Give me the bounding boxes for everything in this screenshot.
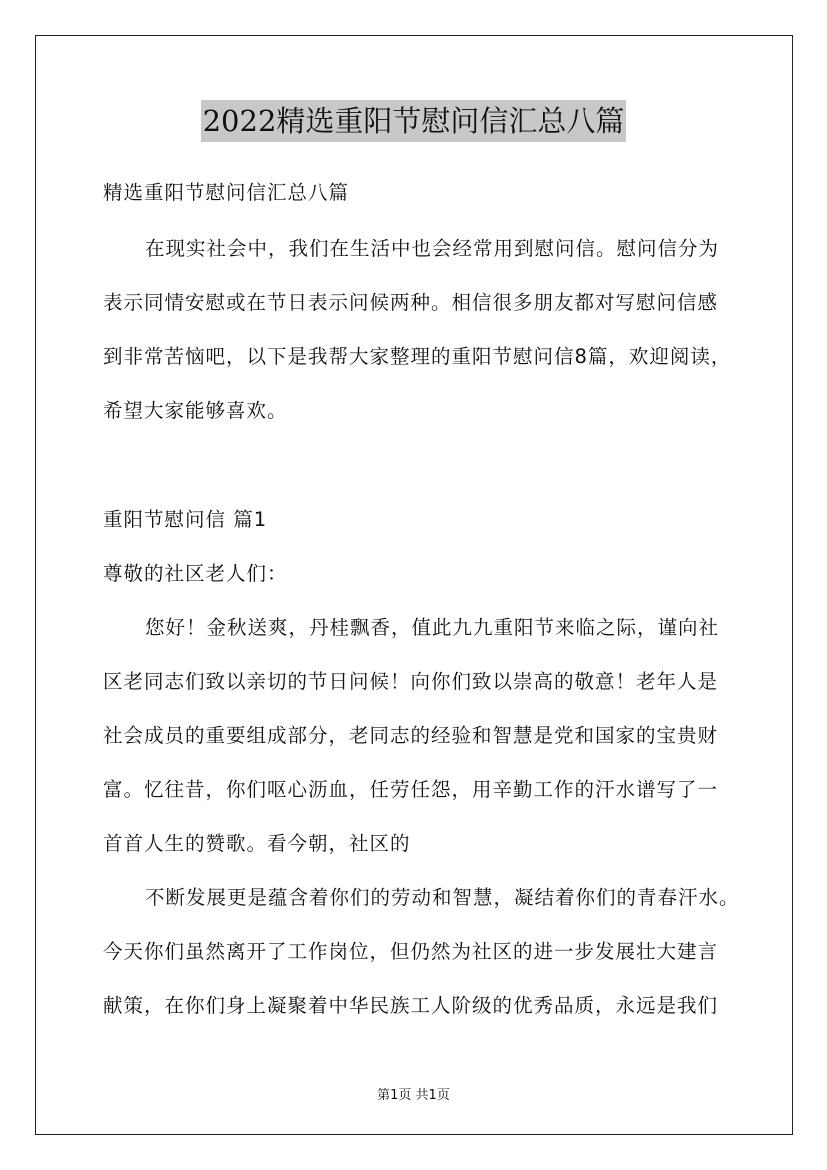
intro-line-3: 到非常苦恼吧，以下是我帮大家整理的重阳节慰问信8篇，欢迎阅读， <box>103 345 732 368</box>
subtitle: 精选重阳节慰问信汇总八篇 <box>103 181 350 204</box>
salutation: 尊敬的社区老人们： <box>103 562 288 585</box>
intro-line-4: 希望大家能够喜欢。 <box>103 399 288 422</box>
para1-line-2: 区老同志们致以亲切的节日问候！向你们致以崇高的敬意！老年人是 <box>103 670 719 693</box>
section-heading: 重阳节慰问信 篇1 <box>103 508 268 531</box>
para1-line-1: 您好！金秋送爽，丹桂飘香，值此九九重阳节来临之际，谨向社 <box>145 616 720 639</box>
para2-line-3: 献策，在你们身上凝聚着中华民族工人阶级的优秀品质，永远是我们 <box>103 994 719 1017</box>
intro-line-1: 在现实社会中，我们在生活中也会经常用到慰问信。慰问信分为 <box>145 237 720 260</box>
intro-line-2: 表示同情安慰或在节日表示问候两种。相信很多朋友都对写慰问信感 <box>103 291 719 314</box>
page-footer: 第1页 共1页 <box>377 1088 450 1103</box>
para2-line-2: 今天你们虽然离开了工作岗位，但仍然为社区的进一步发展壮大建言 <box>103 940 719 963</box>
para2-line-1: 不断发展更是蕴含着你们的劳动和智慧，凝结着你们的青春汗水。 <box>145 886 740 909</box>
para1-line-3: 社会成员的重要组成部分，老同志的经验和智慧是党和国家的宝贵财 <box>103 724 719 747</box>
para1-line-5: 首首人生的赞歌。看今朝，社区的 <box>103 832 411 855</box>
document-title: 2022精选重阳节慰问信汇总八篇 <box>201 100 627 142</box>
title-container <box>0 100 827 142</box>
para1-line-4: 富。忆往昔，你们呕心沥血，任劳任怨，用辛勤工作的汗水谱写了一 <box>103 778 719 801</box>
